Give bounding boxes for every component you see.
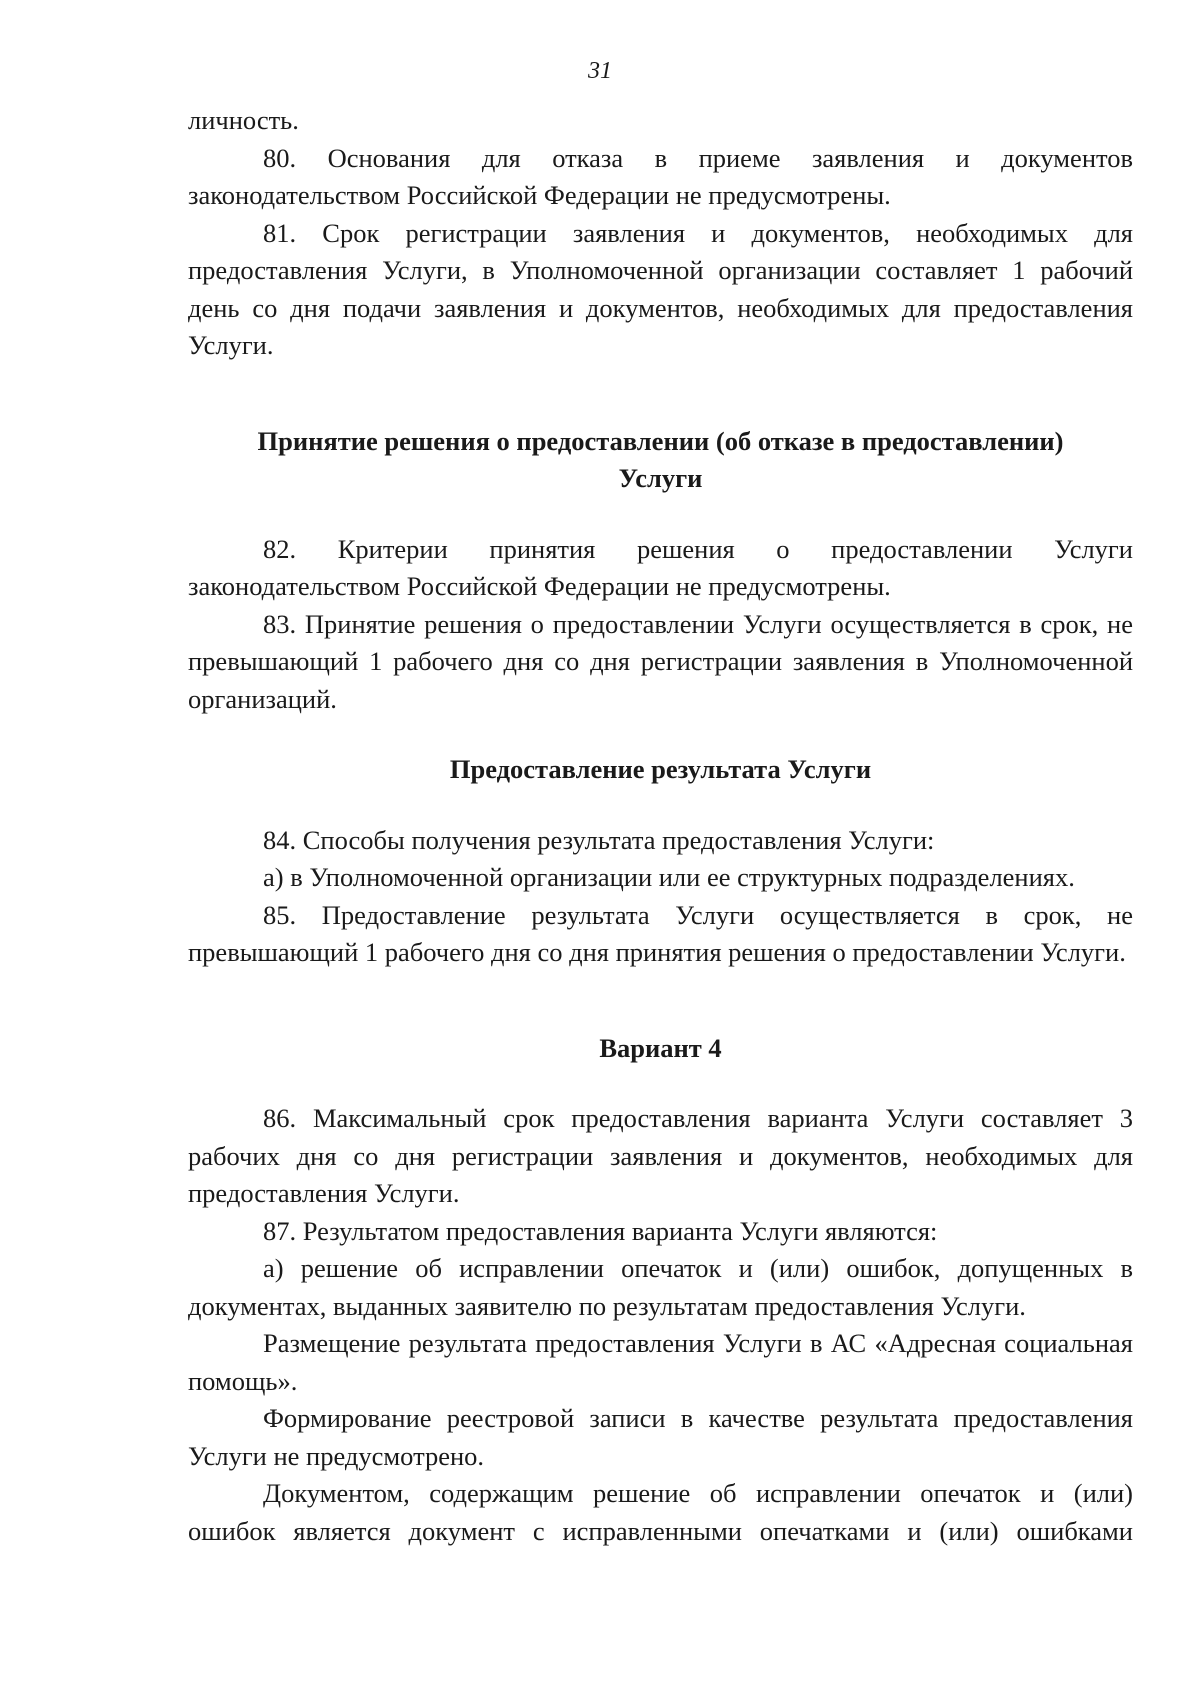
section-heading-variant-4: Вариант 4 (599, 1032, 722, 1063)
paragraph-placement: Размещение результата предоставления Услуги в АС «Адресная социальная помощь». (188, 1328, 1133, 1396)
paragraph-continuation: личность. (188, 105, 299, 135)
section-heading-result: Предоставление результата Услуги (449, 754, 872, 784)
paragraph-84-a: а) в Уполномоченной организации или ее структурных подразделениях. (263, 862, 1075, 892)
paragraph-82: 82. Критерии принятия решения о предоставлении Услуги законодательством Российской Федерации не предусмотрены. (188, 533, 1133, 601)
document-body (188, 102, 1133, 1550)
section-spacer (188, 972, 1133, 1030)
section-spacer (188, 365, 1133, 423)
paragraph-document: Документом, содержащим решение об исправлении опечаток и (или) ошибок является документ с исправленными опечатками и (или) ошибками (188, 1478, 1133, 1546)
section-spacer (188, 1067, 1133, 1100)
paragraph-80: 80. Основания для отказа в приеме заявления и документов законодательством Российской Федерации не предусмотрены. (188, 142, 1133, 210)
paragraph-83: 83. Принятие решения о предоставлении Услуги осуществляется в срок, не превышающий 1 рабочего дня со дня регистрации заявления в Уполномоченной организаций. (188, 608, 1133, 714)
section-spacer (188, 718, 1133, 751)
paragraph-84: 84. Способы получения результата предоставления Услуги: (263, 824, 935, 855)
paragraph-87-a: а) решение об исправлении опечаток и (или) ошибок, допущенных в документах, выданных заявителю по результатам предоставления Услуги. (188, 1253, 1133, 1321)
paragraph-87: 87. Результатом предоставления варианта Услуги являются: (263, 1215, 938, 1246)
paragraph-85: 85. Предоставление результата Услуги осуществляется в срок, не превышающий 1 рабочего дня со дня принятия решения о предоставлении Услуги. (188, 899, 1133, 967)
paragraph-81: 81. Срок регистрации заявления и документов, необходимых для предоставления Услуги, в Уполномоченной организации составляет 1 рабочий день со дня подачи заявления и документов, необходимых для предоставления Услуги. (188, 217, 1133, 360)
paragraph-registry: Формирование реестровой записи в качестве результата предоставления Услуги не предусмотрено. (188, 1403, 1133, 1471)
section-heading-decision-line-1: Принятие решения о предоставлении (об отказе в предоставлении) (257, 425, 1064, 456)
page-number: 31 (588, 58, 612, 84)
section-spacer (188, 789, 1133, 822)
paragraph-86: 86. Максимальный срок предоставления варианта Услуги составляет 3 рабочих дня со дня регистрации заявления и документов, необходимых для предоставления Услуги. (188, 1103, 1133, 1208)
section-heading-decision-line-2: Услуги (618, 463, 703, 493)
section-spacer (188, 498, 1133, 531)
